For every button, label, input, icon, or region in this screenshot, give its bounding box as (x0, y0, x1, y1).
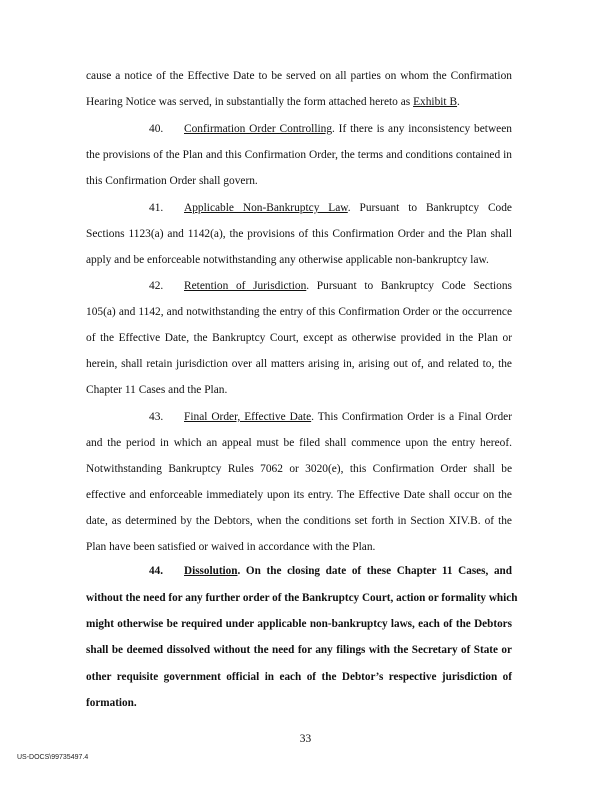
paragraph-heading: Confirmation Order Controlling (184, 123, 333, 135)
paragraph-heading: Applicable Non-Bankruptcy Law (184, 202, 348, 214)
paragraph-40-line: the provisions of the Plan and this Confirmation Order, the terms and conditions contained in (86, 149, 512, 161)
paragraph-number: 40. (149, 123, 164, 135)
paragraph-heading: Retention of Jurisdiction (184, 280, 307, 292)
document-id-footer: US-DOCS\99735497.4 (17, 754, 89, 761)
paragraph-43-line: Plan have been satisfied or waived in accordance with the Plan. (86, 541, 376, 553)
paragraph-heading: Final Order, Effective Date (184, 411, 312, 423)
paragraph-39-text: Hearing Notice was served, in substantially the form attached hereto as (86, 96, 414, 108)
paragraph-44-line: might otherwise be required under applicable non-bankruptcy laws, each of the Debtors (86, 618, 512, 630)
paragraph-text: . Pursuant to Bankruptcy Code (347, 202, 512, 214)
paragraph-text: . Pursuant to Bankruptcy Code Sections (306, 280, 512, 292)
paragraph-42-line: Chapter 11 Cases and the Plan. (86, 384, 228, 396)
paragraph-number: 41. (149, 202, 164, 214)
paragraph-39-period: . (457, 96, 460, 108)
paragraph-42-line: 105(a) and 1142, and notwithstanding the entry of this Confirmation Order or the occurrence (86, 306, 512, 318)
paragraph-39-line-2 (86, 95, 512, 109)
paragraph-text: . On the closing date of these Chapter 11 Cases, and (237, 565, 512, 577)
paragraph-number: 43. (149, 411, 164, 423)
paragraph-40-line: this Confirmation Order shall govern. (86, 175, 258, 187)
paragraph-41-line: apply and be enforceable notwithstanding any otherwise applicable non-bankruptcy law. (86, 254, 489, 266)
paragraph-text: . This Confirmation Order is a Final Order (311, 411, 512, 423)
paragraph-41-line: Sections 1123(a) and 1142(a), the provisions of this Confirmation Order and the Plan shall (86, 228, 512, 240)
paragraph-42-first-line (86, 279, 512, 293)
paragraph-text: . If there is any inconsistency between (332, 123, 512, 135)
paragraph-44-line: other requisite government official in each of the Debtor’s respective jurisdiction of (86, 671, 512, 683)
paragraph-43-line: date, as determined by the Debtors, when the conditions set forth in Section XIV.B. of the (86, 515, 512, 527)
paragraph-40-first-line (86, 122, 512, 136)
exhibit-b-reference: Exhibit B (413, 96, 458, 108)
paragraph-43-line: effective and enforceable immediately upon its entry. The Effective Date shall occur on the (86, 489, 512, 501)
paragraph-number: 42. (149, 280, 164, 292)
paragraph-44-line: formation. (86, 697, 137, 709)
paragraph-44-line: shall be deemed dissolved without the need for any filings with the Secretary of State or (86, 644, 512, 656)
paragraph-44-first-line (86, 564, 512, 578)
paragraph-42-line: herein, shall retain jurisdiction over all matters arising in, arising out of, and related to, the (86, 358, 512, 370)
paragraph-44-line: without the need for any further order of the Bankruptcy Court, action or formality which (86, 592, 518, 604)
page-number: 33 (299, 733, 312, 745)
paragraph-43-line: and the period in which an appeal must be filed shall commence upon the entry hereof. (86, 437, 512, 449)
paragraph-43-line: Notwithstanding Bankruptcy Rules 7062 or 3020(e), this Confirmation Order shall be (86, 463, 512, 475)
paragraph-43-first-line (86, 410, 512, 424)
paragraph-heading: Dissolution (184, 565, 238, 577)
paragraph-39-line-1: cause a notice of the Effective Date to be served on all parties on whom the Confirmation (86, 70, 512, 82)
paragraph-42-line: of the Effective Date, the Bankruptcy Court, except as otherwise provided in the Plan or (86, 332, 512, 344)
paragraph-number: 44. (149, 565, 163, 577)
paragraph-41-first-line (86, 201, 512, 215)
